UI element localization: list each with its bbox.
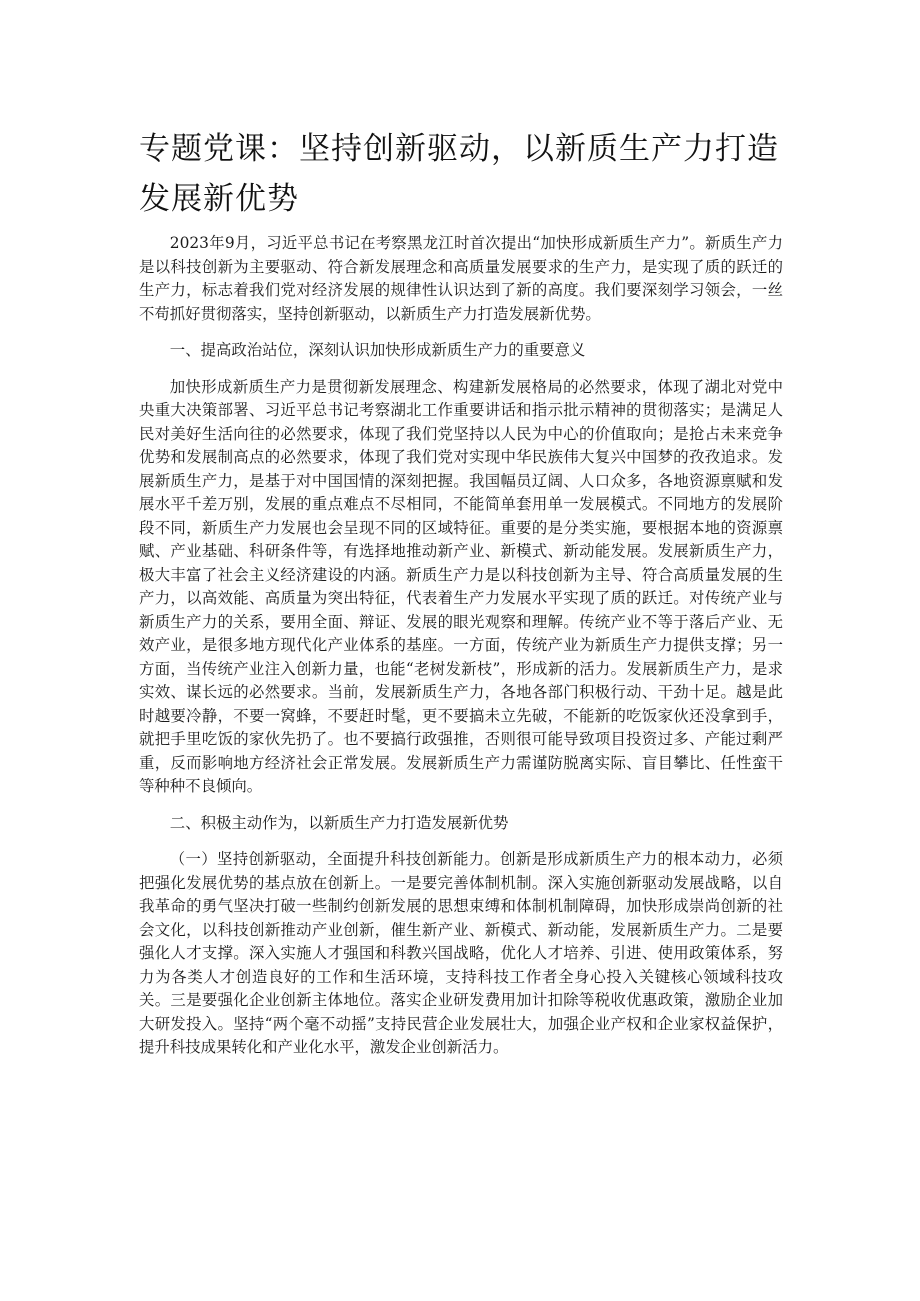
section-heading-2: 二、积极主动作为，以新质生产力打造发展新优势	[169, 813, 509, 832]
document-title: 专题党课：坚持创新驱动，以新质生产力打造发展新优势	[139, 131, 779, 217]
intro-paragraph: 2023年9月，习近平总书记在考察黑龙江时首次提出“加快形成新质生产力”。新质生产力是以科技创新为主要驱动、符合新发展理念和高质量发展要求的生产力，是实现了质的跃迁的生产力，标志着我们党对经济发展的规律性认识达到了新的高度。我们要深刻学习领会，一丝不苟抓好贯彻落实，坚持创新驱动，以新质生产力打造发展新优势。	[139, 234, 783, 323]
section-2-paragraph: （一）坚持创新驱动，全面提升科技创新能力。创新是形成新质生产力的根本动力，必须把强化发展优势的基点放在创新上。一是要完善体制机制。深入实施创新驱动发展战略，以自我革命的勇气坚决打破一些制约创新发展的思想束缚和体制机制障碍，加快形成崇尚创新的社会文化，以科技创新推动产业创新，催生新产业、新模式、新动能，发展新质生产力。二是要强化人才支撑。深入实施人才强国和科教兴国战略，优化人才培养、引进、使用政策体系，努力为各类人才创造良好的工作和生活环境，支持科技工作者全身心投入关键核心领域科技攻关。三是要强化企业创新主体地位。落实企业研发费用加计扣除等税收优惠政策，激励企业加大研发投入。坚持“两个毫不动摇”支持民营企业发展壮大，加强企业产权和企业家权益保护，提升科技成果转化和产业化水平，激发企业创新活力。	[139, 850, 783, 1056]
section-1-paragraph: 加快形成新质生产力是贯彻新发展理念、构建新发展格局的必然要求，体现了湖北对党中央重大决策部署、习近平总书记考察湖北工作重要讲话和指示批示精神的贯彻落实；是满足人民对美好生活向往的必然要求，体现了我们党坚持以人民为中心的价值取向；是抢占未来竞争优势和发展制高点的必然要求，体现了我们党对实现中华民族伟大复兴中国梦的孜孜追求。发展新质生产力，是基于对中国国情的深刻把握。我国幅员辽阔、人口众多，各地资源禀赋和发展水平千差万别，发展的重点难点不尽相同，不能简单套用单一发展模式。不同地方的发展阶段不同，新质生产力发展也会呈现不同的区域特征。重要的是分类实施，要根据本地的资源禀赋、产业基础、科研条件等，有选择地推动新产业、新模式、新动能发展。发展新质生产力，极大丰富了社会主义经济建设的内涵。新质生产力是以科技创新为主导、符合高质量发展的生产力，以高效能、高质量为突出特征，代表着生产力发展水平实现了质的跃迁。对传统产业与新质生产力的关系，要用全面、辩证、发展的眼光观察和理解。传统产业不等于落后产业、无效产业，是很多地方现代化产业体系的基座。一方面，传统产业为新质生产力提供支撑；另一方面，当传统产业注入创新力量，也能“老树发新枝”，形成新的活力。发展新质生产力，是求实效、谋长远的必然要求。当前，发展新质生产力，各地各部门积极行动、干劲十足。越是此时越要冷静，不要一窝蜂，不要赶时髦，更不要搞未立先破，不能新的吃饭家伙还没拿到手，就把手里吃饭的家伙先扔了。也不要搞行政强推，否则很可能导致项目投资过多、产能过剩严重，反而影响地方经济社会正常发展。发展新质生产力需谨防脱离实际、盲目攀比、任性蛮干等种种不良倾向。	[139, 377, 783, 795]
document-body	[139, 232, 783, 1060]
section-heading-1: 一、提高政治站位，深刻认识加快形成新质生产力的重要意义	[169, 341, 586, 359]
